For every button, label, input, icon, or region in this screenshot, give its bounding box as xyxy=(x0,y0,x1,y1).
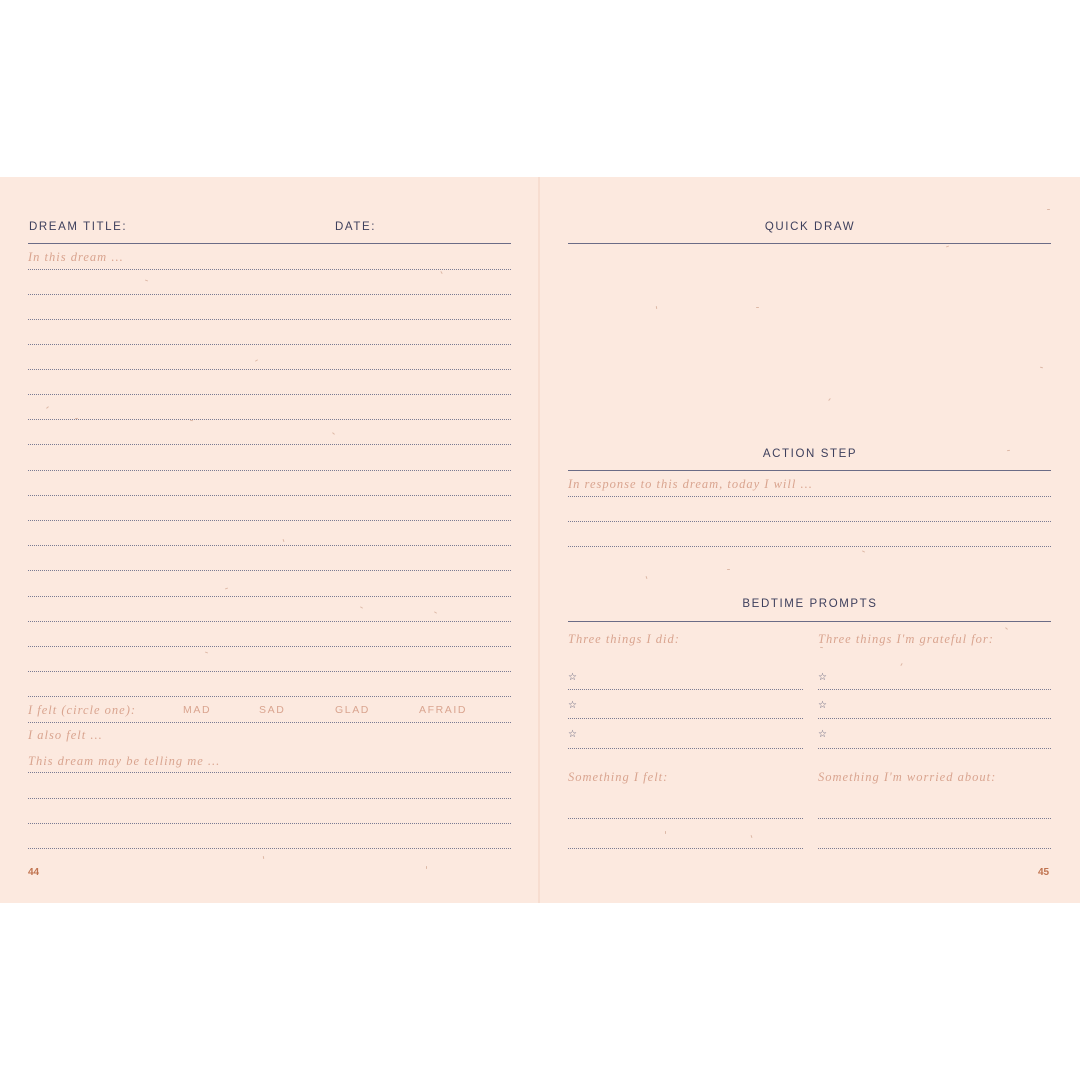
felt-line[interactable] xyxy=(568,848,803,849)
star-icon: ☆ xyxy=(568,672,577,683)
action-prompt: In response to this dream, today I will ... xyxy=(568,477,813,491)
quick-draw-area[interactable] xyxy=(568,247,1051,437)
star-icon: ☆ xyxy=(818,700,827,711)
writing-line[interactable] xyxy=(28,570,511,571)
action-line[interactable] xyxy=(568,496,1051,497)
three-things-did-prompt: Three things I did: xyxy=(568,632,680,646)
felt-prompt: I felt (circle one): xyxy=(28,703,137,717)
paper-fleck xyxy=(1047,209,1050,210)
three-things-grateful-prompt: Three things I'm grateful for: xyxy=(818,632,994,646)
writing-line[interactable] xyxy=(28,772,511,773)
paper-fleck xyxy=(727,569,730,570)
journal-spread xyxy=(0,177,1080,903)
writing-line[interactable] xyxy=(28,394,511,395)
writing-line[interactable] xyxy=(28,671,511,672)
action-step-heading: ACTION STEP xyxy=(762,448,858,460)
page-number-right: 45 xyxy=(1038,867,1050,878)
action-line[interactable] xyxy=(568,521,1051,522)
worried-line[interactable] xyxy=(818,818,1051,819)
writing-line[interactable] xyxy=(28,848,511,849)
writing-line[interactable] xyxy=(28,696,511,697)
action-line[interactable] xyxy=(568,546,1051,547)
telling-me-prompt: This dream may be telling me ... xyxy=(28,754,221,768)
grateful-line[interactable] xyxy=(818,689,1051,690)
writing-line[interactable] xyxy=(28,419,511,420)
grateful-line[interactable] xyxy=(818,748,1051,749)
did-line[interactable] xyxy=(568,748,803,749)
dream-title-label: DREAM TITLE: xyxy=(29,221,128,233)
something-felt-prompt: Something I felt: xyxy=(568,770,669,784)
action-step-rule xyxy=(568,470,1051,471)
worried-line[interactable] xyxy=(818,848,1051,849)
paper-fleck xyxy=(756,307,759,308)
quick-draw-rule xyxy=(568,243,1051,244)
quick-draw-heading: QUICK DRAW xyxy=(764,221,856,233)
writing-line[interactable] xyxy=(28,545,511,546)
something-worried-prompt: Something I'm worried about: xyxy=(818,770,997,784)
writing-line[interactable] xyxy=(28,344,511,345)
date-label: DATE: xyxy=(335,221,377,233)
writing-line[interactable] xyxy=(28,823,511,824)
emotion-glad[interactable]: GLAD xyxy=(335,704,370,716)
star-icon: ☆ xyxy=(818,729,827,740)
paper-fleck xyxy=(665,831,666,834)
writing-line[interactable] xyxy=(28,520,511,521)
writing-line[interactable] xyxy=(28,722,511,723)
bedtime-rule xyxy=(568,621,1051,622)
writing-line[interactable] xyxy=(28,495,511,496)
emotion-afraid[interactable]: AFRAID xyxy=(419,704,468,716)
writing-line[interactable] xyxy=(28,646,511,647)
writing-line[interactable] xyxy=(28,294,511,295)
star-icon: ☆ xyxy=(568,700,577,711)
bedtime-prompts-heading: BEDTIME PROMPTS xyxy=(742,598,878,610)
writing-line[interactable] xyxy=(28,798,511,799)
writing-line[interactable] xyxy=(28,596,511,597)
emotion-sad[interactable]: SAD xyxy=(259,704,286,716)
writing-line[interactable] xyxy=(28,470,511,471)
writing-line[interactable] xyxy=(28,444,511,445)
grateful-line[interactable] xyxy=(818,718,1051,719)
felt-line[interactable] xyxy=(568,818,803,819)
did-line[interactable] xyxy=(568,718,803,719)
page-number-left: 44 xyxy=(28,867,40,878)
did-line[interactable] xyxy=(568,689,803,690)
also-felt-prompt: I also felt ... xyxy=(28,728,103,742)
emotion-mad[interactable]: MAD xyxy=(183,704,212,716)
writing-line[interactable] xyxy=(28,269,511,270)
star-icon: ☆ xyxy=(818,672,827,683)
writing-line[interactable] xyxy=(28,369,511,370)
in-this-dream-prompt: In this dream ... xyxy=(28,250,124,264)
left-page xyxy=(0,177,538,903)
title-rule xyxy=(28,243,511,244)
writing-line[interactable] xyxy=(28,621,511,622)
star-icon: ☆ xyxy=(568,729,577,740)
right-page xyxy=(540,177,1080,903)
paper-fleck xyxy=(426,866,427,869)
writing-line[interactable] xyxy=(28,319,511,320)
